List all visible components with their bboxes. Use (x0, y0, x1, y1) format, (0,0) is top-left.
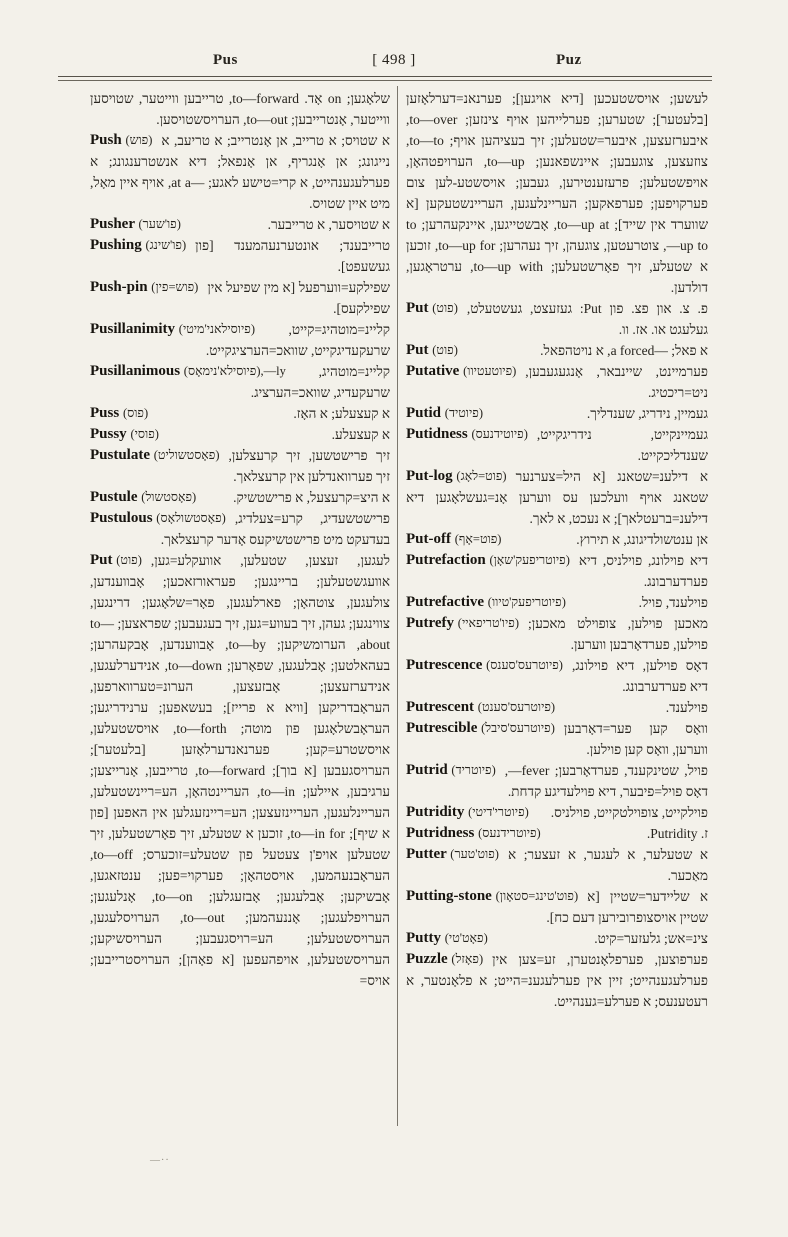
headword: Pusher (פו'שער) (90, 216, 181, 232)
dictionary-entry-putrefactive: Putrefactive (פיוטריפעק'טיוו) פוילענד, פויל. (406, 592, 708, 613)
dictionary-entry-putrid: Putrid (פיוטריד) פויל, שטינקענד, פערדאָרבען; —fever, דאָס פויל=פיבער, דיא פוילעדיגע קדחת. (406, 762, 708, 799)
pronunciation: (פיוטרעס'סענס) (486, 658, 563, 672)
pronunciation: (פיוטרי'דיטי) (468, 805, 529, 819)
pronunciation: (פו'שינג) (145, 238, 187, 252)
dictionary-entry-put: Put (פוט) א פאל; a forced—, א נויטהפאל. (406, 340, 708, 361)
column-divider (397, 86, 398, 1126)
dictionary-entry-pussy: Pussy (פוסי) א קעצעלע. (90, 424, 390, 445)
dictionary-entry-put-off: Put-off (פוט=אָף) אן ענטשולדיגונג, א תירוץ. (406, 529, 708, 550)
pronunciation: (פוט) (432, 301, 458, 315)
headword: Putty (פאָט'טי) (406, 930, 488, 946)
headword: Put (פוט) (406, 300, 458, 316)
headword: Putridness (פיוטרידנעס) (406, 825, 541, 841)
english-phrase: to—in (260, 784, 295, 799)
headword: Putidness (פיוטידנעס) (406, 426, 528, 442)
headword: Putrefy (פיו'טריפאיי) (406, 615, 519, 631)
english-phrase: to—forward (232, 91, 300, 106)
english-phrase: to—forward (198, 763, 266, 778)
dictionary-entry-putter: Putter (פוט'טער) א שטעלער, א לעגער, א זעצער; א מאַכער. (406, 846, 708, 883)
dictionary-entry-pustulous: Pustulous (פאָסטשולאָס) פרישטשעדיג, קרע=צעלדיג, בעדעקט מיט פרישטשיקעס אָדער קרעצלאך. (90, 510, 390, 547)
dictionary-entry-putty: Putty (פאָט'טי) צינ=אש; גלעזער=קיט. (406, 928, 708, 949)
headword: Putrescent (פיוטרעס'סענט) (406, 699, 556, 715)
pronunciation: (פוש=פין) (151, 280, 199, 294)
dictionary-entry-putid: Putid (פיוטיד) געמיין, נידריג, שענדליך. (406, 403, 708, 424)
pronunciation: (פיוטרעס'סיבל) (481, 721, 555, 735)
guide-word-left: Pus (213, 52, 238, 68)
pronunciation: (פוש) (125, 133, 153, 147)
pronunciation: (פאָסטשולאָס) (156, 511, 226, 525)
pronunciation: (פיוטרעס'סענט) (477, 700, 556, 714)
dictionary-entry-putrefaction: Putrefaction (פיוטריפעק'שאָן) דיא פוילונג, פוילניס, דיא פערדערבונג. (406, 552, 708, 589)
dictionary-entry-putative: Putative (פיוטעטיוו) פערמיינט, שיינבאר, אָנגעגעבען, ניט=ריכטיג. (406, 363, 708, 400)
pronunciation: (פיוטריד) (451, 763, 496, 777)
dictionary-entry-pustule: Pustule (פאָסטשול) א היצ=קרעצעל, א פרישטשיק. (90, 487, 390, 508)
pronunciation: (פוט=אָף) (454, 532, 502, 546)
english-phrase: to—up to (406, 217, 708, 253)
english-phrase: to—forth (176, 721, 227, 736)
english-phrase: at a— (171, 175, 205, 190)
pronunciation: (פוס) (122, 406, 149, 420)
headword: Puss (פוס) (90, 405, 149, 421)
headword: Pushing (פו'שינג) (90, 237, 187, 253)
dictionary-entry-puzzle: Puzzle (פאָזל) פערפוצען, פערפלאָנטערן, זע=צען אין פערלעגענהייט; זיין אין פערלעגענ=הייט; א פלאָנטער, א רעטענעס; א פערלע=גענהייט. (406, 951, 708, 1009)
english-phrase: to—off (93, 847, 133, 862)
dictionary-entry-putridity: Putridity (פיוטרי'דיטי) פוילקייט, צופוילטקייט, פוילניס. (406, 802, 708, 823)
english-phrase: a forced— (610, 343, 668, 358)
headword: Pussy (פוסי) (90, 426, 159, 442)
english-phrase: to—out (183, 910, 225, 925)
dictionary-entry-putrescence: Putrescence (פיוטרעס'סענס) דאָס פוילען, דיא פוילונג, דיא פערדערבונג. (406, 657, 708, 694)
pronunciation: (פיוטידנעס) (471, 427, 528, 441)
headword: Put (פוט) (90, 552, 142, 568)
english-phrase: to—over (409, 112, 458, 127)
page-number: [ 498 ] (372, 52, 416, 68)
dictionary-entry-putting-stone: Putting-stone (פוט'טינג=סטאָון) א שליידער=שטיין [א שטיין אויסצופרובירען דעם כח]. (406, 888, 708, 925)
dictionary-entry-put-log: Put-log (פוט=לאָג) א דילענ=שטאנג [א היל=צערנער שטאנג אויף וועלכען עס ווערען אָנ=געשלאָגען דיא דילענ=ברעטלאך]; א נעכט, א לאך. (406, 468, 708, 526)
english-phrase: Putridity (650, 826, 698, 841)
dictionary-entry-pusillanimity: Pusillanimity (פיוסילאני'מיטי) קליינ=מוטהיג=קייט, שרעקעדיגקייט, שוואכ=הערציגקייט. (90, 321, 390, 358)
english-phrase: to—on (155, 889, 193, 904)
dictionary-entry-push: Push (פוש) א שטויס; א טרייב, אן אָנטרייב; א טריעב, א נייגונג; אן אָנגריף, אן אָנפאל; דיא אנשטרענגונג; א פערלעגענהייט, א קרי=טישע לאגע; at a—, אויף איין מאָל, מיט איין שטויס. (90, 132, 390, 211)
dictionary-entry-put: Put (פוט) פ. צ. און פצ. פון Put: געזעצט, געשטעלט, געלעגט או. אז. וו. (406, 300, 708, 337)
pronunciation: (פיוסילאני'מיטי) (178, 322, 255, 336)
guide-word-right: Puz (556, 52, 582, 68)
headword: Putid (פיוטיד) (406, 405, 483, 421)
header-rule (58, 76, 712, 81)
english-phrase: to—up for (438, 238, 496, 253)
running-head (0, 52, 788, 72)
headword: Pustule (פאָסטשול) (90, 489, 197, 505)
headword: Pusillanimous (פיוסילא'נימאָס),—ly (90, 363, 286, 379)
english-phrase: Put (583, 301, 602, 316)
pronunciation: (פוט) (432, 343, 458, 357)
pronunciation: (פאָזל) (451, 952, 484, 966)
dictionary-entry-putridness: Putridness (פיוטרידנעס) ז. Putridity. (406, 823, 708, 844)
headword: Push-pin (פוש=פין) (90, 279, 199, 295)
headword: Pusillanimity (פיוסילאני'מיטי) (90, 321, 255, 337)
print-artifact-mark: —·· (150, 1155, 170, 1166)
english-phrase: to—in for (290, 826, 345, 841)
headword: Put (פוט) (406, 342, 458, 358)
pronunciation: (פיוסילא'נימאָס),—ly (183, 364, 286, 378)
dictionary-entry-puss: Puss (פוס) א קעצעלע; א האָז. (90, 403, 390, 424)
english-phrase: —fever (508, 763, 550, 778)
english-phrase: to—up at (556, 217, 610, 232)
english-phrase: to—to (409, 133, 444, 148)
pronunciation: (פוט=לאָג) (456, 469, 507, 483)
entry-continuation: לעשען; אויסשטעכען [דיא אויגען]; פערנאנ=דערלאָזען [בלעטער]; שטערען; פערלייהען אויף צינזען; to—over, איבערזעצען, איבער=שטעלען; זיך בעציהען אויף; to—to, צוזעצען, צוגעבען; איינשפאנען; to—up, הערויפטהאָן, אויפשטעלען; פרעזענטירען, געבען; אויסשטע-לען צום פערקויפען; פערפאקען; העריינלעגען, העריינשטעקען [א שווערד אין שייד]; to—up at, אָבשטייגען, איינקעהרען; to—up to, צוטרעטען, צוגעהן, זיך נעהרען; to—up for, זוכען א שטעלע, זיך פאָרשטעלען; to—up with, ערטראָגען, דולדען. (406, 91, 708, 295)
headword: Putrefaction (פיוטריפעק'שאָן) (406, 552, 570, 568)
pronunciation: (פאָסטשול) (141, 490, 197, 504)
pronunciation: (פיוטעטיוו) (463, 364, 517, 378)
dictionary-entry-pustulate: Pustulate (פאָסטשוליט) זיך פרישטשען, זיך קרעצלען, זיך פערוואנדלען אין קרעצלאך. (90, 447, 390, 484)
dictionary-entry-put: Put (פוט) לעגען, זעצען, שטעלען, אוועקלע=גען, אוועגשטעלען; בריינגען; פעראורזאכען; אָבווענדען, צולעגען, צוטהאָן; פארלעגען, פאָר=שלאָגען; דרינגען, צווינגען; געהן, זיך בעווע=גען, זיך בעגעבען; שפראצען; to—about, הערומשיקען; to—by, אָבווענדען, אָבקעהרען; בעהאלטען; אָבלעגען, שפאָרען; to—down, אנידערלעגען, אנידערזעצען; אָבזעצען, הערונ=טערווארפען, העראָבדריקען [וויא א פרייז]; בעשאפען; ערנידריגען; העראָבשלאָגען פון מוטה; to—forth, אויסשטעלען, אויסשטרע=קען; פערנאנדערלאָזען [בלעטער]; הערויסגעבען [א בוך]; to—forward, טרייבען, אָנרייצען; ערגיבען, איילען; to—in, העריינטהאָן, הע=ריינשטעלען, העריינלעגען, העריינזעצען; הע=ריינזעגלען אין האפען [פון א שיף]; to—in for, זוכען א שטעלע, זיך פאָרשטעלען, זיך שטעלען אויפ'ן צעטעל פון שטעלע=זוכערס; to—off, העראָבנעהמען, אויסטהאָן; פערקוי=פען; ענטזאגען, אָבשיקען; אָבלעגען; אָבזעגלען; to—on, אָנלעגען; הערויפלעגען; אָננעהמען; to—out, הערויסלעגען, הערויסשטעלען; הע=רויסגעבען; הערויסשיקען; הערויסשטעלען, אויפהעפען [א פאָהן]; הערויסטרייבען; אויס= (90, 552, 391, 988)
pronunciation: (פוסי) (130, 427, 159, 441)
headword: Putrescible (פיוטרעס'סיבל) (406, 720, 555, 736)
dictionary-entry-putrescible: Putrescible (פיוטרעס'סיבל) וואָס קען פער=דאָרבען ווערען, וואָס קען פוילען. (406, 720, 708, 757)
headword: Putridity (פיוטרי'דיטי) (406, 804, 529, 820)
dictionary-entry-putrescent: Putrescent (פיוטרעס'סענט) פוילענד. (406, 697, 708, 718)
headword: Putter (פוט'טער) (406, 846, 499, 862)
dictionary-entry-putrefy: Putrefy (פיו'טריפאיי) מאכען פוילען, צופוילט מאכען; פוילען, פערדאָרבען ווערען. (406, 615, 708, 652)
pronunciation: (פיוטרידנעס) (478, 826, 541, 840)
dictionary-entry-push-pin: Push-pin (פוש=פין) שפילקע=ווערפעל [א מין שפיעל אין שפילקעס]. (90, 279, 390, 316)
headword: Putrefactive (פיוטריפעק'טיוו) (406, 594, 566, 610)
pronunciation: (פיוטריפעק'טיוו) (487, 595, 566, 609)
english-phrase: to—up with (473, 259, 543, 274)
pronunciation: (פוט) (116, 553, 142, 567)
headword: Puzzle (פאָזל) (406, 951, 484, 967)
headword: Putting-stone (פוט'טינג=סטאָון) (406, 888, 579, 904)
right-column (406, 88, 708, 1012)
pronunciation: (פאָט'טי) (444, 931, 488, 945)
headword: Put-off (פוט=אָף) (406, 531, 502, 547)
pronunciation: (פוט'טינג=סטאָון) (495, 889, 579, 903)
pronunciation: (פיוטיד) (444, 406, 483, 420)
english-phrase: to—about (90, 616, 390, 652)
headword: Putative (פיוטעטיוו) (406, 363, 517, 379)
left-column (90, 88, 390, 991)
headword: Pustulous (פאָסטשולאָס) (90, 510, 226, 526)
english-phrase: to—up (487, 154, 525, 169)
pronunciation: (פו'שער) (138, 217, 181, 231)
pronunciation: (פוט'טער) (450, 847, 499, 861)
entry-continuation: שלאָגען; on אָד. to—forward, טרייבען ווייטער, שטויסען ווייטער, אָנטרייבען; to—out, הערויסשטויסען. (90, 91, 390, 127)
headword: Pustulate (פאָסטשוליט) (90, 447, 220, 463)
pronunciation: (פיו'טריפאיי) (457, 616, 519, 630)
pronunciation: (פיוטריפעק'שאָן) (489, 553, 570, 567)
headword: Putrescence (פיוטרעס'סענס) (406, 657, 563, 673)
pronunciation: (פאָסטשוליט) (153, 448, 220, 462)
english-phrase: to—down (168, 658, 223, 673)
english-phrase: on (327, 91, 342, 106)
headword: Put-log (פוט=לאָג) (406, 468, 507, 484)
english-phrase: to—by (228, 637, 267, 652)
dictionary-entry-pusillanimous: Pusillanimous (פיוסילא'נימאָס),—ly קליינ=מוטהיג, שרעקעדיג, שוואכ=הערציג. (90, 363, 390, 400)
dictionary-entry-pushing: Pushing (פו'שינג) טרייבענד; אונטערנעהמענד [פון געשעפט]. (90, 237, 390, 274)
dictionary-entry-pusher: Pusher (פו'שער) א שטויסער, א טרייבער. (90, 214, 390, 235)
headword: Putrid (פיוטריד) (406, 762, 496, 778)
english-phrase: to—out (246, 112, 288, 127)
dictionary-entry-putidness: Putidness (פיוטידנעס) געמיינקייט, נידריגקייט, שענדליכקייט. (406, 426, 708, 463)
headword: Push (פוש) (90, 132, 153, 148)
